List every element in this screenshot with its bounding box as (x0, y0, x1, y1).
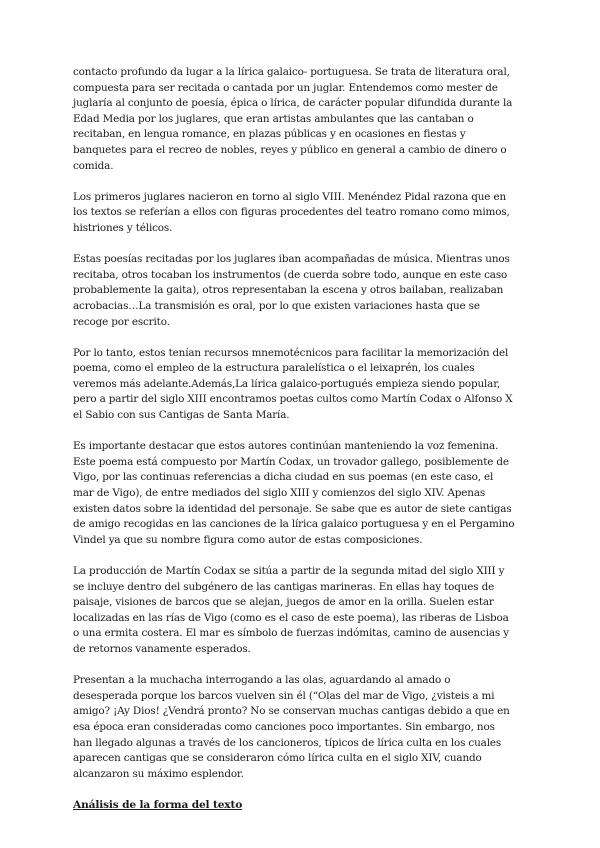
paragraph-juglaria: contacto profundo da lugar a la lírica galaico- portuguesa. Se trata de literatura oral, compuesta para ser recitada o cantada por un juglar. Entendemos como mester de juglaría al conjunto de poesía, épica o lírica, de carácter popular difundida durante la Edad Media por los juglares, que eran artistas ambulantes que las cantaban o recitaban, en lengua romance, en plazas públicas y en ocasiones en fiestas y banquetes para el recreo de nobles, reyes y público en general a cambio de dinero o comida. (73, 66, 513, 172)
paragraph-produccion-codax: La producción de Martín Codax se sitúa a partir de la segunda mitad del siglo XIII y se incluye dentro del subgénero de las cantigas marineras. En ellas hay toques de paisaje, visiones de barcos que se alejan, juegos de amor en la orilla. Suelen estar localizadas en las rías de Vigo (como es el caso de este poema), las riberas de Lisboa o una ermita costera. El mar es símbolo de fuerzas indómitas, camino de ausencias y de retornos vanamente esperados. (73, 565, 509, 655)
paragraph-primeros-juglares: Los primeros juglares nacieron en torno al siglo VIII. Menéndez Pidal razona que en los textos se referían a ellos con figuras procedentes del teatro romano como mimos, histriones y télicos. (73, 190, 510, 234)
paragraph-martin-codax: Es importante destacar que estos autores continúan manteniendo la voz femenina. Este poema está compuesto por Martín Codax, un trovador gallego, posiblemente de Vigo, por las continuas referencias a dicha ciudad en sus poemas (en este caso, el mar de Vigo), de entre mediados del siglo XIII y comienzos del siglo XIV. Apenas existen datos sobre la identidad del personaje. Se sabe que es autor de siete cantigas de amigo recogidas en las canciones de la lírica galaico portuguesa y en el Pergamino Vindel ya que su nombre figura como autor de estas composiciones. (73, 440, 515, 546)
document-page (73, 65, 515, 814)
section-heading: Análisis de la forma del texto (73, 798, 243, 811)
paragraph-poesias-musica: Estas poesías recitadas por los juglares iban acompañadas de música. Mientras unos recitaba, otros tocaban los instrumentos (de cuerda sobre todo, aunque en este caso probablemente la gaita), otros representaban la escena y otros bailaban, realizaban acrobacias…La transmisión es oral, por lo que existen variaciones hasta que se recoge por escrito. (73, 253, 510, 328)
paragraph-muchacha-olas: Presentan a la muchacha interrogando a las olas, aguardando al amado o desesperada porque los barcos vuelven sin él (“Olas del mar de Vigo, ¿visteis a mi amigo? ¡Ay Dios! ¿Vendrá pronto? No se conservan muchas cantigas debido a que en esa época eran consideradas como canciones poco importantes. Sin embargo, nos han llegado algunas a través de los cancioneros, típicos de lírica culta en los cuales aparecen cantigas que se consideraron cómo lírica culta en el siglo XIV, cuando alcanzaron su máximo esplendor. (73, 674, 510, 780)
paragraph-recursos-mnemotecnicos: Por lo tanto, estos tenían recursos mnemotécnicos para facilitar la memorización del poema, como el empleo de la estructura paralelística o el leixaprén, los cuales veremos más adelante.Además,La lírica galaico-portugués empieza siendo popular, pero a partir del siglo XIII encontramos poetas cultos como Martín Codax o Alfonso X el Sabio con sus Cantigas de Santa María. (73, 346, 513, 422)
